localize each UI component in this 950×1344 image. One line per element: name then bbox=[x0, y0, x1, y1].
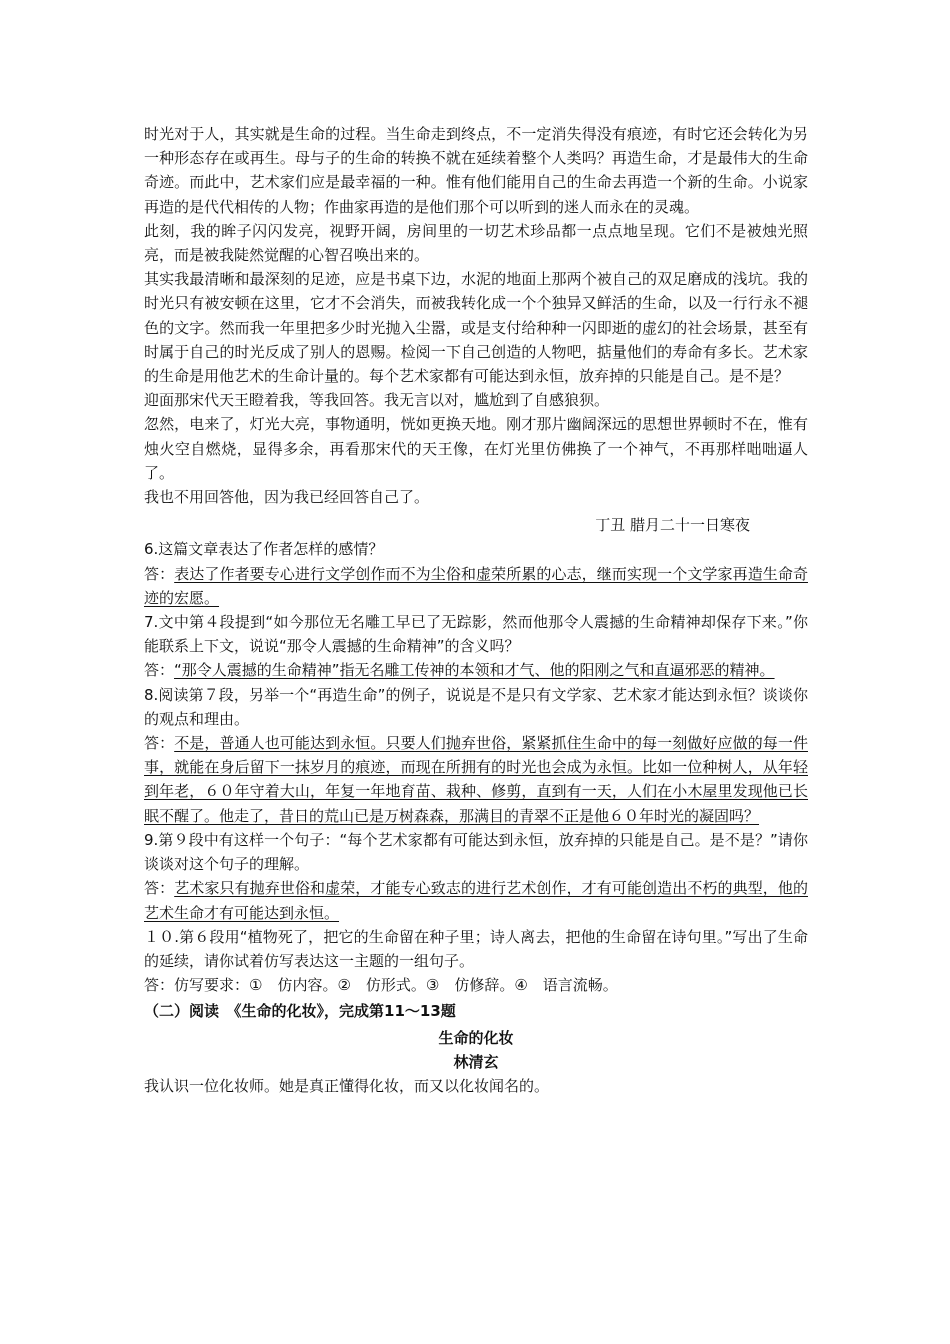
answer-9 bbox=[144, 876, 808, 924]
essay-title: 生命的化妆 bbox=[438, 1028, 514, 1047]
paragraph-3: 其实我最清晰和最深刻的足迹，应是书桌下边，水泥的地面上那两个被自己的双足磨成的浅坑。我的时光只有被安顿在这里，它才不会消失，而被我转化成一个个独异又鲜活的生命，以及一行行永不褪色的文字。然而我一年里把多少时光抛入尘嚣，或是支付给种种一闪即逝的虚幻的社会场景，甚至有时属于自己的时光反成了别人的恩赐。检阅一下自己创造的人物吧，掂量他们的寿命有多长。艺术家的生命是用他艺术的生命计量的。每个艺术家都有可能达到永恒，放弃掉的只能是自己。是不是？ bbox=[144, 270, 808, 386]
answer-6 bbox=[144, 562, 808, 610]
essay-author: 林清玄 bbox=[453, 1052, 499, 1071]
answer-text: 表达了作者要专心进行文学创作而不为尘俗和虚荣所累的心志，继而实现一个文学家再造生命奇迹的宏愿。 bbox=[144, 564, 808, 607]
answer-label: 答： bbox=[144, 661, 175, 680]
question-10: １０.第６段用“植物死了，把它的生命留在种子里；诗人离去，把他的生命留在诗句里。”写出了生命的延续，请你试着仿写表达这一主题的一组句子。 bbox=[144, 927, 808, 970]
paragraph-5: 忽然，电来了，灯光大亮，事物通明，恍如更换天地。刚才那片幽阔深远的思想世界顿时不在，惟有烛火空自燃烧，显得多余，再看那宋代的天王像，在灯光里仿佛换了一个神气，不再那样咄咄逼人了。 bbox=[144, 415, 808, 482]
answer-label: 答： bbox=[144, 879, 175, 898]
section-heading: （二）阅读 《生命的化妆》，完成第11～13题 bbox=[144, 1002, 456, 1021]
answer-text: 艺术家只有抛弃世俗和虚荣，才能专心致志的进行艺术创作，才有可能创造出不朽的典型，他的艺术生命才有可能达到永恒。 bbox=[144, 879, 808, 922]
paragraph-6: 我也不用回答他，因为我已经回答自己了。 bbox=[144, 488, 430, 507]
question-8: 8.阅读第７段，另举一个“再造生命”的例子，说说是不是只有文学家、艺术家才能达到永恒？谈谈你的观点和理由。 bbox=[144, 685, 808, 728]
answer-8 bbox=[144, 731, 808, 828]
answer-text: 不是，普通人也可能达到永恒。只要人们抛弃世俗，紧紧抓住生命中的每一刻做好应做的每一件事，就能在身后留下一抹岁月的痕迹，而现在所拥有的时光也会成为永恒。比如一位种树人，从年轻到年老，６０年守着大山，年复一年地育苗、栽种、修剪，直到有一天，人们在小木屋里发现他已长眠不醒了。他走了，昔日的荒山已是万树森森，那满目的青翠不正是他６０年时光的凝固吗？ bbox=[144, 734, 808, 825]
answer-7 bbox=[144, 658, 808, 682]
paragraph-4: 迎面那宋代天王瞪着我，等我回答。我无言以对，尴尬到了自感狼狈。 bbox=[144, 391, 610, 410]
essay-first-line: 我认识一位化妆师。她是真正懂得化妆，而又以化妆闻名的。 bbox=[144, 1076, 550, 1095]
question-6: 6.这篇文章表达了作者怎样的感情？ bbox=[144, 540, 384, 559]
answer-text: “那令人震撼的生命精神”指无名雕工传神的本领和才气、他的阳刚之气和直逼邪恶的精神。 bbox=[174, 661, 775, 680]
document-page bbox=[144, 122, 808, 1098]
paragraph-2: 此刻，我的眸子闪闪发亮，视野开阔，房间里的一切艺术珍品都一点点地呈现。它们不是被烛光照亮，而是被我陡然觉醒的心智召唤出来的。 bbox=[144, 221, 808, 265]
paragraph-1: 时光对于人，其实就是生命的过程。当生命走到终点，不一定消失得没有痕迹，有时它还会转化为另一种形态存在或再生。母与子的生命的转换不就在延续着整个人类吗？再造生命，才是最伟大的生命奇迹。而此中，艺术家们应是最幸福的一种。惟有他们能用自己的生命去再造一个新的生命。小说家再造的是代代相传的人物；作曲家再造的是他们那个可以听到的迷人而永在的灵魂。 bbox=[144, 125, 808, 216]
question-7: 7.文中第４段提到“如今那位无名雕工早已了无踪影，然而他那令人震撼的生命精神却保存下来。”你能联系上下文，说说“那令人震撼的生命精神”的含义吗？ bbox=[144, 613, 808, 656]
answer-label: 答： bbox=[144, 734, 175, 753]
answer-10: 答：仿写要求：① 仿内容。② 仿形式。③ 仿修辞。④ 语言流畅。 bbox=[144, 976, 618, 995]
date-line: 丁丑 腊月二十一日寒夜 bbox=[595, 516, 750, 535]
question-9: 9.第９段中有这样一个句子：“每个艺术家都有可能达到永恒，放弃掉的只能是自己。是不是？”请你谈谈对这个句子的理解。 bbox=[144, 830, 808, 874]
answer-label: 答： bbox=[144, 564, 175, 583]
